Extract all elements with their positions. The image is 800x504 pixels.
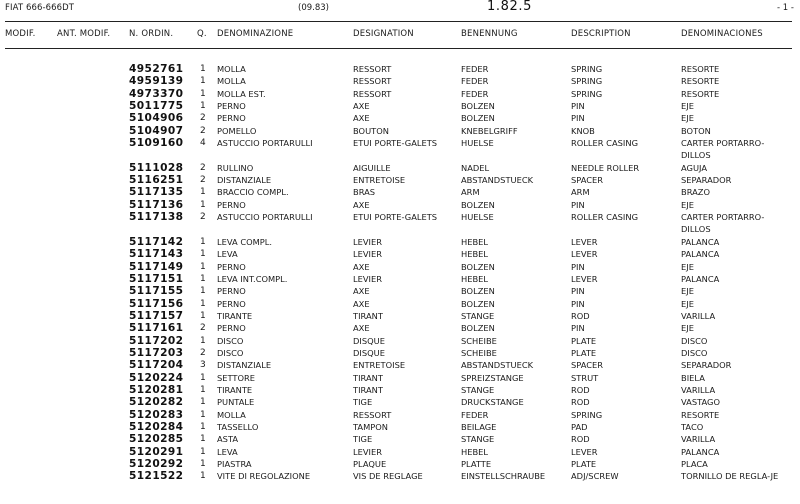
table-row [0,298,800,310]
name-italian: LEVA INT.COMPL. [217,273,288,284]
name-italian: PERNO [217,286,246,297]
name-english: SPRING [571,64,603,74]
name-german: BOLZEN [461,298,495,309]
name-french: ETUI PORTE-GALETS [353,138,438,149]
name-french: VIS DE REGLAGE [353,471,423,482]
name-french: TIRANT [353,310,383,321]
name-spanish: CARTER PORTARRO-DILLOS [681,212,765,235]
col-header-modif: MODIF. [5,29,36,39]
part-number: 5120282 [129,396,184,409]
name-french: LEVIER [353,273,382,284]
name-english: SPACER [571,360,604,371]
name-spanish: PALANCA [681,273,720,284]
name-german: BOLZEN [461,101,495,112]
part-number: 4952761 [129,63,184,75]
name-spanish: DISCO [681,347,708,358]
name-english: PIN [571,101,585,112]
name-italian: DISCO [217,335,244,346]
quantity: 2 [200,212,206,223]
quantity: 1 [200,286,206,297]
name-italian: ASTA [217,434,239,445]
quantity: 1 [200,88,206,99]
name-italian: DISCO [217,347,244,358]
part-number: 5120292 [129,458,184,470]
name-italian: RULLINO [217,162,254,173]
col-header-denominaciones: DENOMINACIONES [681,29,763,39]
quantity: 1 [200,187,206,198]
vehicle-model: FIAT 666-666DT [5,3,75,13]
name-german: HUELSE [461,138,494,149]
name-german: SCHEIBE [461,335,497,346]
name-english: PIN [571,298,585,309]
name-spanish: TORNILLO DE REGLA-JE [681,471,779,482]
name-spanish: RESORTE [681,76,720,87]
name-french: BRAS [353,187,376,198]
name-italian: MOLLA [217,76,246,87]
name-spanish: VARILLA [681,310,716,321]
name-french: AXE [353,298,370,309]
name-english: ARM [571,187,590,198]
quantity: 1 [200,471,206,482]
name-italian: PERNO [217,101,246,112]
name-german: FEDER [461,88,489,99]
name-spanish: BRAZO [681,187,711,198]
name-german: FEDER [461,76,489,87]
name-german: HEBEL [461,273,489,284]
name-spanish: SEPARADOR [681,175,732,186]
name-italian: PIASTRA [217,459,252,469]
document-header [0,0,800,20]
name-french: LEVIER [353,249,382,260]
part-number: 5116251 [129,174,184,187]
name-german: BOLZEN [461,199,495,210]
name-english: ROLLER CASING [571,138,639,149]
name-italian: PERNO [217,298,246,309]
name-english: NEEDLE ROLLER [571,162,640,173]
quantity: 1 [200,101,206,112]
name-italian: BRACCIO COMPL. [217,187,289,198]
quantity: 1 [200,199,206,210]
name-italian: LEVA COMPL. [217,236,273,247]
table-row [0,162,800,174]
name-german: BOLZEN [461,323,495,334]
part-number: 5117155 [129,285,184,298]
name-german: STANGE [461,434,495,445]
name-english: SPRING [571,409,603,420]
name-french: DISQUE [353,335,385,346]
name-spanish: RESORTE [681,88,720,99]
table-row [0,384,800,396]
name-spanish: EJE [681,261,694,272]
quantity: 1 [200,298,206,309]
quantity: 2 [200,113,206,124]
name-french: RESSORT [353,76,392,87]
name-italian: MOLLA EST. [217,88,266,99]
name-spanish: BIELA [681,372,705,383]
name-french: TIRANT [353,372,383,383]
name-french: ENTRETOISE [353,175,406,186]
name-spanish: EJE [681,298,694,309]
table-row [0,174,800,186]
name-french: AXE [353,199,370,210]
name-german: HEBEL [461,236,489,247]
name-spanish: AGUJA [681,162,708,173]
name-italian: PERNO [217,261,246,272]
name-german: BOLZEN [461,261,495,272]
quantity: 1 [200,372,206,383]
col-header-n-ordin: N. ORDIN. [129,29,174,39]
quantity: 1 [200,310,206,321]
name-italian: SETTORE [217,372,256,383]
name-french: AXE [353,113,370,124]
name-french: RESSORT [353,88,392,99]
name-italian: LEVA [217,249,238,260]
table-row [0,273,800,285]
part-number: 5120281 [129,383,184,396]
name-english: PLATE [571,459,597,469]
name-french: TAMPON [353,421,388,432]
table-row [0,100,800,112]
quantity: 1 [200,409,206,420]
part-number: 5120291 [129,445,184,458]
name-german: FEDER [461,64,489,74]
part-number: 5117142 [129,235,184,248]
name-french: TIRANT [353,384,383,395]
name-italian: MOLLA [217,409,246,420]
quantity: 1 [200,459,206,469]
table-row [0,211,800,236]
name-spanish: TACO [681,421,704,432]
part-number: 4959139 [129,75,184,88]
table-row [0,137,800,162]
quantity: 1 [200,434,206,445]
col-header-description: DESCRIPTION [571,29,631,39]
col-header-q: Q. [197,29,207,39]
part-number: 5117151 [129,272,184,285]
part-number: 5011775 [129,100,184,113]
name-spanish: EJE [681,323,694,334]
name-italian: DISTANZIALE [217,360,272,371]
name-german: STANGE [461,310,495,321]
name-english: ROLLER CASING [571,212,639,223]
table-row [0,458,800,470]
table-row [0,285,800,297]
table-row [0,347,800,359]
quantity: 2 [200,175,206,186]
column-headers [0,29,800,43]
header-rule-top [5,21,792,22]
table-row [0,186,800,198]
part-number: 5117161 [129,322,184,335]
part-number: 5111028 [129,161,184,174]
edition-date: (09.83) [298,3,329,13]
name-english: SPACER [571,175,604,186]
name-german: BOLZEN [461,113,495,124]
part-number: 5120284 [129,420,184,433]
quantity: 2 [200,347,206,358]
quantity: 1 [200,76,206,87]
name-italian: TASSELLO [217,421,259,432]
name-english: PIN [571,286,585,297]
name-english: LEVER [571,273,598,284]
quantity: 2 [200,162,206,173]
col-header-ant-modif: ANT. MODIF. [57,29,111,39]
table-row [0,125,800,137]
name-german: BOLZEN [461,286,495,297]
name-spanish: VASTAGO [681,397,721,408]
col-header-benennung: BENENNUNG [461,29,518,39]
quantity: 2 [200,323,206,334]
name-german: HUELSE [461,212,494,223]
header-rule-bottom [5,48,792,49]
name-english: LEVER [571,236,598,247]
part-number: 5104907 [129,124,184,137]
name-spanish: PALANCA [681,446,720,457]
name-spanish: SEPARADOR [681,360,732,371]
name-german: SCHEIBE [461,347,497,358]
name-italian: DISTANZIALE [217,175,272,186]
table-row [0,396,800,408]
name-german: STANGE [461,384,495,395]
table-row [0,322,800,334]
part-number: 5117138 [129,211,184,224]
name-italian: TIRANTE [217,310,253,321]
name-english: LEVER [571,446,598,457]
part-number: 5117143 [129,248,184,261]
table-row [0,88,800,100]
part-number: 4973370 [129,87,184,100]
name-german: KNEBELGRIFF [461,125,518,136]
part-number: 5120285 [129,433,184,446]
name-french: TIGE [353,434,373,445]
quantity: 1 [200,335,206,346]
name-german: PLATTE [461,459,492,469]
parts-table [0,63,800,495]
col-header-designation: DESIGNATION [353,29,414,39]
name-english: PLATE [571,347,597,358]
name-german: SPREIZSTANGE [461,372,524,383]
name-french: ENTRETOISE [353,360,406,371]
name-english: PIN [571,113,585,124]
table-row [0,261,800,273]
name-english: ROD [571,397,590,408]
part-number: 5117203 [129,346,184,359]
name-german: ABSTANDSTUECK [461,360,534,371]
name-spanish: BOTON [681,125,711,136]
name-spanish: EJE [681,101,694,112]
page-number: - 1 - [777,3,794,13]
name-spanish: PALANCA [681,236,720,247]
quantity: 4 [200,138,206,149]
name-italian: POMELLO [217,125,257,136]
name-french: RESSORT [353,64,392,74]
name-french: AXE [353,323,370,334]
part-number: 5117136 [129,198,184,211]
part-number: 5117156 [129,297,184,310]
name-french: BOUTON [353,125,389,136]
part-number: 5121522 [129,470,184,483]
name-french: AXE [353,261,370,272]
quantity: 3 [200,360,206,371]
name-french: AXE [353,286,370,297]
part-number: 5120224 [129,371,184,384]
name-spanish: EJE [681,113,694,124]
quantity: 1 [200,397,206,408]
table-row [0,236,800,248]
part-number: 5104906 [129,112,184,125]
quantity: 1 [200,236,206,247]
name-english: ADJ/SCREW [571,471,619,482]
part-number: 5117157 [129,309,184,322]
name-english: PIN [571,261,585,272]
name-spanish: VARILLA [681,384,716,395]
name-french: AXE [353,101,370,112]
quantity: 1 [200,273,206,284]
quantity: 1 [200,249,206,260]
name-english: PAD [571,421,588,432]
part-number: 5120283 [129,408,184,421]
quantity: 1 [200,421,206,432]
table-row [0,310,800,322]
table-row [0,75,800,87]
name-english: ROD [571,310,590,321]
name-italian: PERNO [217,113,246,124]
name-german: EINSTELLSCHRAUBE [461,471,546,482]
quantity: 1 [200,384,206,395]
name-german: ABSTANDSTUECK [461,175,534,186]
name-spanish: DISCO [681,335,708,346]
name-french: AIGUILLE [353,162,391,173]
name-italian: LEVA [217,446,238,457]
table-row [0,409,800,421]
name-german: HEBEL [461,249,489,260]
name-italian: MOLLA [217,64,246,74]
table-row [0,433,800,445]
name-english: ROD [571,384,590,395]
name-spanish: RESORTE [681,409,720,420]
part-number: 5117135 [129,186,184,199]
name-english: LEVER [571,249,598,260]
name-italian: PERNO [217,199,246,210]
name-english: PIN [571,323,585,334]
name-english: STRUT [571,372,599,383]
quantity: 1 [200,261,206,272]
quantity: 2 [200,125,206,136]
name-german: FEDER [461,409,489,420]
section-number: 1.82.5 [487,0,532,14]
name-english: SPRING [571,76,603,87]
part-number: 5117149 [129,260,184,273]
name-spanish: EJE [681,286,694,297]
table-row [0,359,800,371]
name-english: KNOB [571,125,595,136]
name-italian: PERNO [217,323,246,334]
name-german: HEBEL [461,446,489,457]
name-french: LEVIER [353,446,382,457]
table-row [0,112,800,124]
name-french: DISQUE [353,347,385,358]
table-row [0,421,800,433]
name-italian: VITE DI REGOLAZIONE [217,471,311,482]
name-german: BEILAGE [461,421,497,432]
name-french: LEVIER [353,236,382,247]
name-french: RESSORT [353,409,392,420]
name-german: ARM [461,187,480,198]
name-french: ETUI PORTE-GALETS [353,212,438,223]
table-row [0,63,800,75]
table-row [0,446,800,458]
table-row [0,335,800,347]
name-english: ROD [571,434,590,445]
quantity: 1 [200,446,206,457]
part-number: 5117204 [129,359,184,372]
name-italian: ASTUCCIO PORTARULLI [217,138,313,149]
name-spanish: CARTER PORTARRO-DILLOS [681,138,765,161]
table-row [0,248,800,260]
name-english: SPRING [571,88,603,99]
name-german: NADEL [461,162,490,173]
name-english: PLATE [571,335,597,346]
name-spanish: PLACA [681,459,708,469]
name-spanish: RESORTE [681,64,720,74]
quantity: 1 [200,64,206,74]
name-spanish: VARILLA [681,434,716,445]
table-row [0,372,800,384]
part-number: 5117202 [129,334,184,347]
name-french: PLAQUE [353,459,387,469]
name-italian: TIRANTE [217,384,253,395]
part-number: 5109160 [129,137,184,150]
name-spanish: PALANCA [681,249,720,260]
table-row [0,199,800,211]
table-row [0,470,800,495]
name-spanish: EJE [681,199,694,210]
name-german: DRUCKSTANGE [461,397,524,408]
name-french: TIGE [353,397,373,408]
col-header-denominazione: DENOMINAZIONE [217,29,294,39]
name-italian: PUNTALE [217,397,255,408]
name-english: PIN [571,199,585,210]
name-italian: ASTUCCIO PORTARULLI [217,212,313,223]
